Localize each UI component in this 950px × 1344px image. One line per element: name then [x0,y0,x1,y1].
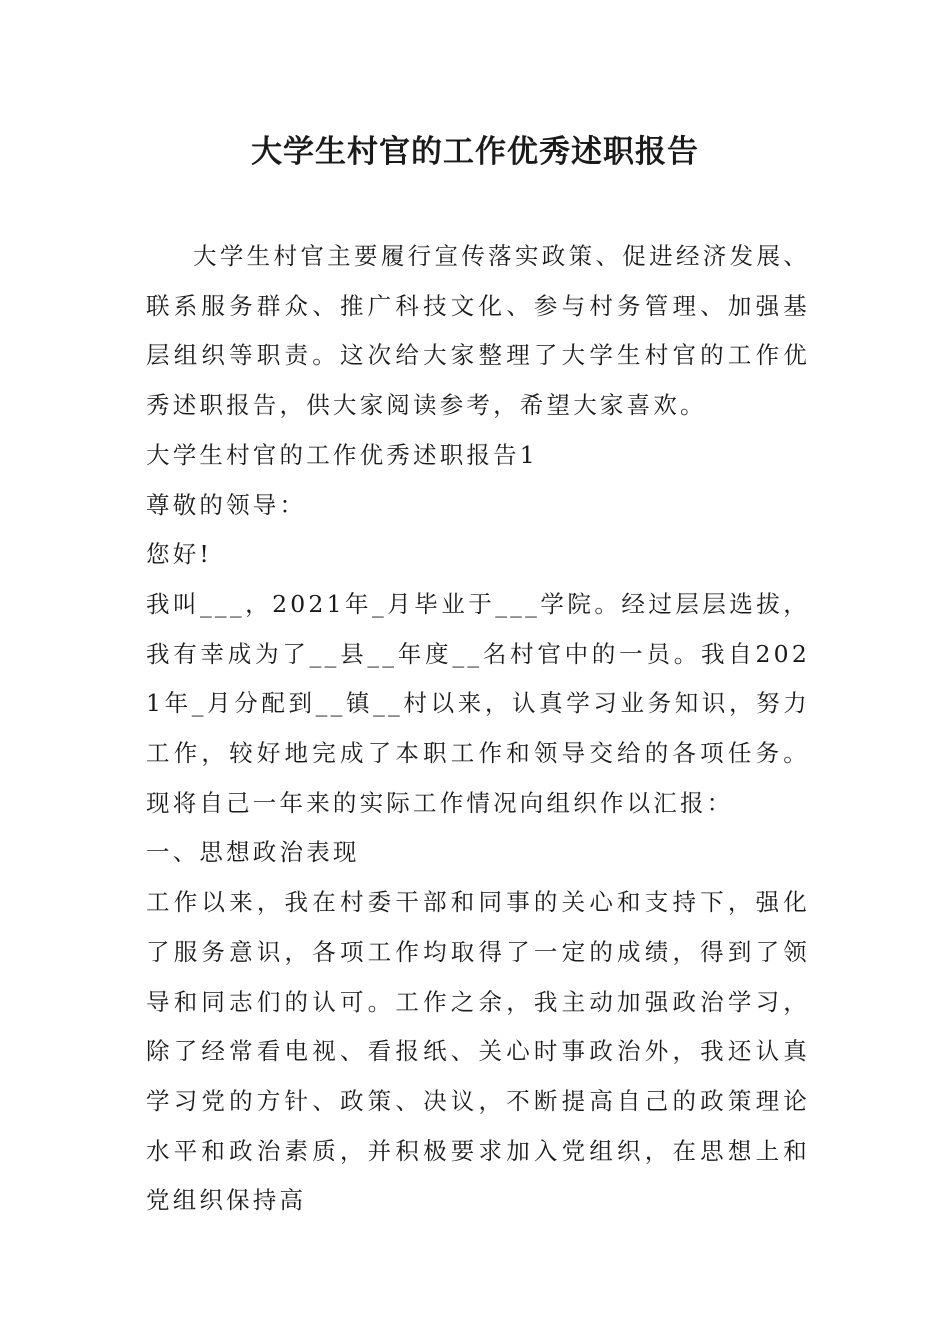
document-body [146,232,810,1226]
intro-paragraph: 大学生村官主要履行宣传落实政策、促进经济发展、联系服务群众、推广科技文化、参与村务管理、加强基层组织等职责。这次给大家整理了大学生村官的工作优秀述职报告，供大家阅读参考，希望大家喜欢。 [146,242,810,420]
section-heading: 大学生村官的工作优秀述职报告1 [146,440,538,469]
salutation: 尊敬的领导： [146,490,307,519]
document-title: 大学生村官的工作优秀述职报告 [251,134,699,170]
subsection-heading: 一、思想政治表现 [146,838,360,867]
greeting: 您好! [146,540,213,569]
body-paragraph: 工作以来，我在村委干部和同事的关心和支持下，强化了服务意识，各项工作均取得了一定的成绩，得到了领导和同志们的认可。工作之余，我主动加强政治学习，除了经常看电视、看报纸、关心时事政治外，我还认真学习党的方针、政策、决议，不断提高自己的政策理论水平和政治素质，并积极要求加入党组织，在思想上和党组织保持高 [146,888,810,1215]
body-paragraph: 我叫___，2021年_月毕业于___学院。经过层层选拔，我有幸成为了__县__年度__名村官中的一员。我自2021年_月分配到__镇__村以来，认真学习业务知识，努力工作，较好地完成了本职工作和领导交给的各项任务。现将自己一年来的实际工作情况向组织作以汇报： [146,589,810,817]
